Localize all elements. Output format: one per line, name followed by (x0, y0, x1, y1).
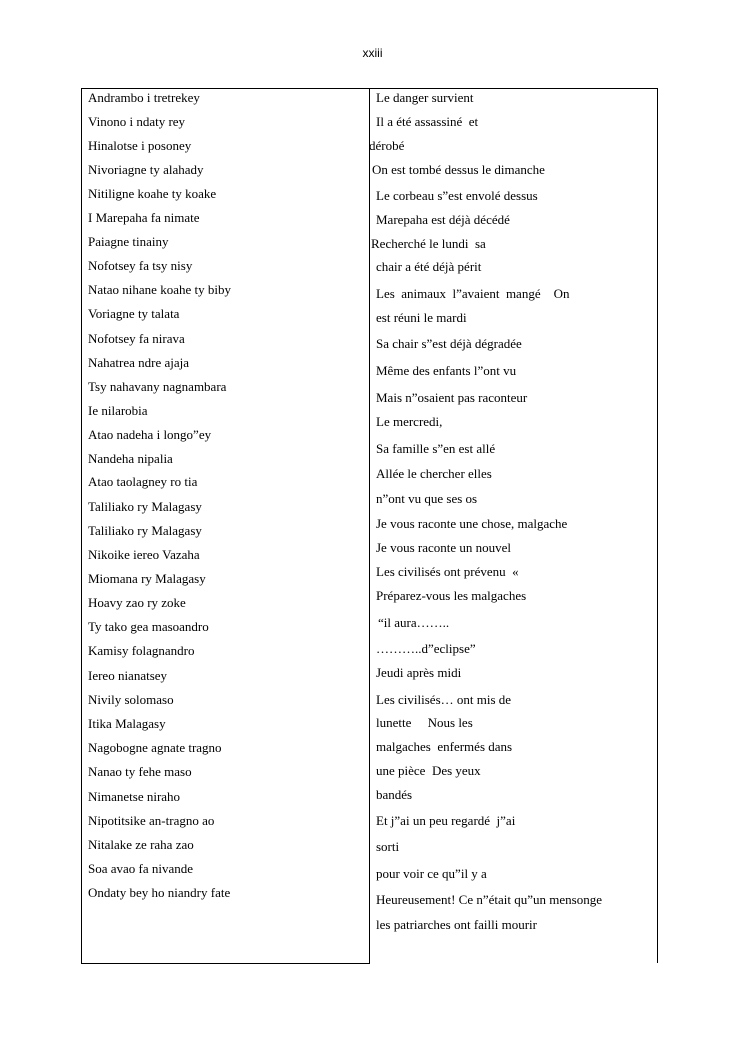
malagasy-line: Atao nadeha i longo”ey (88, 427, 212, 442)
french-line: Mais n”osaient pas raconteur (376, 390, 528, 405)
french-line: dérobé (369, 138, 405, 153)
french-line: Sa chair s”est déjà dégradée (376, 336, 522, 351)
french-line: une pièce Des yeux (376, 763, 481, 778)
malagasy-line: Atao taolagney ro tia (88, 474, 198, 489)
malagasy-line: Nimanetse niraho (88, 789, 181, 804)
french-line: malgaches enfermés dans (376, 739, 513, 754)
malagasy-line: Nikoike iereo Vazaha (88, 547, 200, 562)
french-line: bandés (376, 787, 413, 802)
malagasy-line: Itika Malagasy (88, 716, 166, 731)
malagasy-line: Ty tako gea masoandro (88, 619, 209, 634)
french-line: “il aura…….. (378, 615, 450, 630)
french-line: Les animaux l”avaient mangé On (376, 286, 570, 301)
malagasy-line: Miomana ry Malagasy (88, 571, 206, 586)
malagasy-line: Kamisy folagnandro (88, 643, 195, 658)
french-line: On est tombé dessus le dimanche (372, 162, 545, 177)
malagasy-line: Nagobogne agnate tragno (88, 740, 222, 755)
french-line: Jeudi après midi (376, 665, 462, 680)
malagasy-line: Tsy nahavany nagnambara (88, 379, 227, 394)
malagasy-line: Soa avao fa nivande (88, 861, 194, 876)
malagasy-line: Ondaty bey ho niandry fate (88, 885, 231, 900)
malagasy-line: Natao nihane koahe ty biby (88, 282, 231, 297)
malagasy-line: Nofotsey fa nirava (88, 331, 185, 346)
french-line: chair a été déjà périt (376, 259, 482, 274)
malagasy-line: Voriagne ty talata (88, 306, 180, 321)
french-line: Marepaha est déjà décédé (376, 212, 510, 227)
french-line: Allée le chercher elles (376, 466, 492, 481)
french-line: Préparez-vous les malgaches (376, 588, 527, 603)
malagasy-line: Nivily solomaso (88, 692, 174, 707)
french-line: Recherché le lundi sa (371, 236, 486, 251)
malagasy-line: Paiagne tinainy (88, 234, 169, 249)
malagasy-line: Andrambo i tretrekey (88, 90, 200, 105)
french-line: Je vous raconte une chose, malgache (376, 516, 568, 531)
malagasy-line: Nivoriagne ty alahady (88, 162, 204, 177)
malagasy-line: Nanao ty fehe maso (88, 764, 192, 779)
french-line: les patriarches ont failli mourir (376, 917, 538, 932)
malagasy-line: I Marepaha fa nimate (88, 210, 200, 225)
malagasy-line: Iereo nianatsey (88, 668, 168, 683)
malagasy-line: Nahatrea ndre ajaja (88, 355, 190, 370)
french-line: pour voir ce qu”il y a (376, 866, 487, 881)
malagasy-line: Nandeha nipalia (88, 451, 173, 466)
french-line: Heureusement! Ce n”était qu”un mensonge (376, 892, 602, 907)
french-line: est réuni le mardi (376, 310, 467, 325)
malagasy-line: Nofotsey fa tsy nisy (88, 258, 193, 273)
french-line: lunette Nous les (376, 715, 473, 730)
malagasy-line: Nipotitsike an-tragno ao (88, 813, 215, 828)
malagasy-line: Nitalake ze raha zao (88, 837, 194, 852)
french-line: Je vous raconte un nouvel (376, 540, 512, 555)
french-line: Le corbeau s”est envolé dessus (376, 188, 538, 203)
french-line: n”ont vu que ses os (376, 491, 478, 506)
french-line: sorti (376, 839, 400, 854)
malagasy-line: Taliliako ry Malagasy (88, 523, 202, 538)
french-line: Le danger survient (376, 90, 474, 105)
french-line: Sa famille s”en est allé (376, 441, 496, 456)
malagasy-line: Vinono i ndaty rey (88, 114, 186, 129)
french-line: Même des enfants l”ont vu (376, 363, 517, 378)
french-line: Et j”ai un peu regardé j”ai (376, 813, 516, 828)
french-line: Les civilisés… ont mis de (376, 692, 512, 707)
french-line: Le mercredi, (376, 414, 443, 429)
french-line: ………..d”eclipse” (376, 641, 476, 656)
malagasy-line: Hinalotse i posoney (88, 138, 192, 153)
malagasy-line: Taliliako ry Malagasy (88, 499, 202, 514)
malagasy-line: Nitiligne koahe ty koake (88, 186, 217, 201)
page-number: xxiii (362, 46, 383, 60)
french-line: Les civilisés ont prévenu « (376, 564, 519, 579)
malagasy-line: Hoavy zao ry zoke (88, 595, 186, 610)
french-line: Il a été assassiné et (376, 114, 479, 129)
malagasy-line: Ie nilarobia (88, 403, 148, 418)
